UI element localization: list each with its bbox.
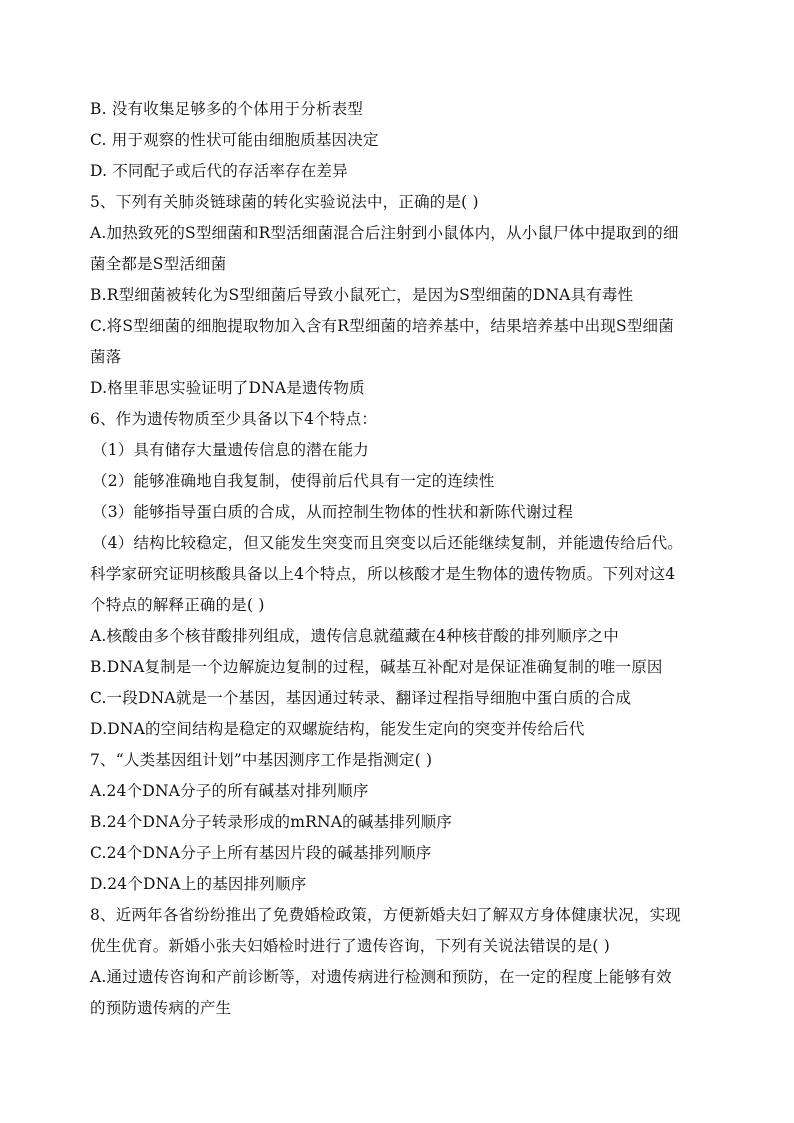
question-8-stem-cont: 优生优育。新婚小张夫妇婚检时进行了遗传咨询，下列有关说法错误的是( ) [90,937,611,955]
question-7-stem: 7、“人类基因组计划”中基因测序工作是指测定( ) [90,751,433,769]
question-5-option-d: D.格里菲思实验证明了DNA是遗传物质 [90,379,365,397]
question-7-option-a: A.24个DNA分子的所有碱基对排列顺序 [90,782,369,800]
question-6-stem-end: 个特点的解释正确的是( ) [90,596,265,614]
question-6-point-3: （3）能够指导蛋白质的合成，从而控制生物体的性状和新陈代谢过程 [92,503,574,521]
question-5-option-a: A.加热致死的S型细菌和R型活细菌混合后注射到小鼠体内，从小鼠尸体中提取到的细 [90,224,679,242]
question-6-point-1: （1）具有储存大量遗传信息的潜在能力 [92,441,369,459]
question-6-option-b: B.DNA复制是一个边解旋边复制的过程，碱基互补配对是保证准确复制的唯一原因 [90,658,663,676]
option-b-line: B. 没有收集足够多的个体用于分析表型 [90,100,364,118]
question-7-option-c: C.24个DNA分子上所有基因片段的碱基排列顺序 [90,844,432,862]
option-c-line: C. 用于观察的性状可能由细胞质基因决定 [90,131,379,149]
question-8-option-a-cont: 的预防遗传病的产生 [90,999,232,1017]
question-6-option-c: C.一段DNA就是一个基因，基因通过转录、翻译过程指导细胞中蛋白质的合成 [90,689,632,707]
question-5-option-b: B.R型细菌被转化为S型细菌后导致小鼠死亡，是因为S型细菌的DNA具有毒性 [90,286,634,304]
document-body [90,94,706,1024]
question-5-option-c: C.将S型细菌的细胞提取物加入含有R型细菌的培养基中，结果培养基中出现S型细菌 [90,317,674,335]
question-8-option-a: A.通过遗传咨询和产前诊断等，对遗传病进行检测和预防，在一定的程度上能够有效 [90,968,672,986]
question-5-option-c-cont: 菌落 [90,348,122,366]
question-6-point-2: （2）能够准确地自我复制，使得前后代具有一定的连续性 [92,472,495,490]
question-7-option-b: B.24个DNA分子转录形成的mRNA的碱基排列顺序 [90,813,453,831]
question-6-option-a: A.核酸由多个核苷酸排列组成，遗传信息就蕴藏在4种核苷酸的排列顺序之中 [90,627,619,645]
question-6-option-d: D.DNA的空间结构是稳定的双螺旋结构，能发生定向的突变并传给后代 [90,720,585,738]
question-8-stem: 8、近两年各省纷纷推出了免费婚检政策，方便新婚夫妇了解双方身体健康状况，实现 [90,906,681,924]
question-7-option-d: D.24个DNA上的基因排列顺序 [90,875,307,893]
question-5-stem: 5、下列有关肺炎链球菌的转化实验说法中，正确的是( ) [90,193,479,211]
question-6-stem: 6、作为遗传物质至少具备以下4个特点： [90,410,378,428]
question-5-option-a-cont: 菌全都是S型活细菌 [90,255,227,273]
question-6-point-4: （4）结构比较稳定，但又能发生突变而且突变以后还能继续复制，并能遗传给后代。 [92,534,683,552]
question-6-stem-cont: 科学家研究证明核酸具备以上4个特点，所以核酸才是生物体的遗传物质。下列对这4 [90,565,676,583]
option-d-line: D. 不同配子或后代的存活率存在差异 [90,162,348,180]
